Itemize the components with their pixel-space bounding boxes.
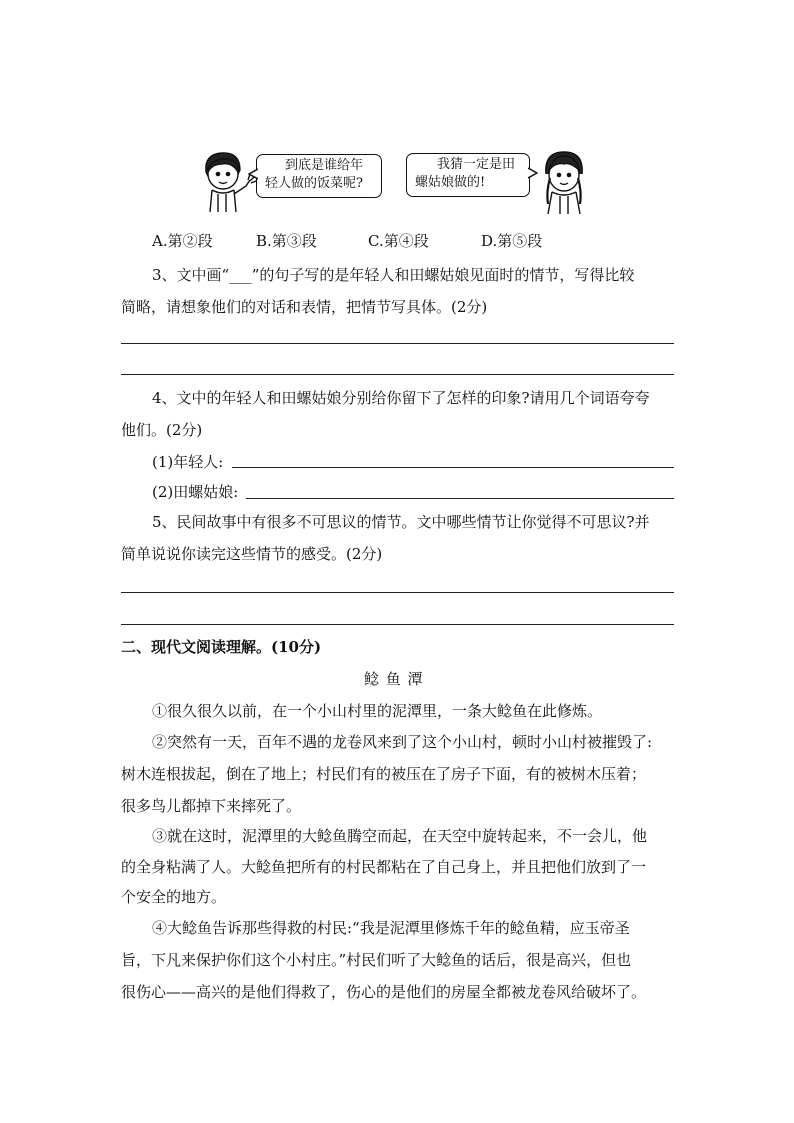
option-b: B.第③段 (256, 232, 317, 250)
boy-bubble-line-1: 到底是谁给年 (285, 158, 364, 173)
question-4-tianluo-label: (2)田螺姑娘: (152, 483, 239, 501)
boy-bubble-line-2: 轻人做的饭菜呢? (265, 176, 363, 191)
passage-title: 鲶 鱼 潭 (364, 670, 424, 688)
question-5-line-2: 简单说说你读完这些情节的感受。(2分) (121, 545, 383, 563)
answer-line-q3-2[interactable] (121, 374, 674, 375)
question-5-line-1: 5、民间故事中有很多不可思议的情节。文中哪些情节让你觉得不可思议?并 (152, 513, 650, 531)
paragraph-4-line-3: 很伤心——高兴的是他们得救了，伤心的是他们的房屋全都被龙卷风给破坏了。 (121, 983, 647, 1001)
paragraph-2-line-3: 很多鸟儿都掉下来摔死了。 (121, 797, 302, 815)
girl-bubble-line-2: 螺姑娘做的! (415, 175, 486, 190)
question-3-line-2: 简略，请想象他们的对话和表情，把情节写具体。(2分) (121, 298, 488, 316)
boy-bubble-tail (248, 168, 258, 180)
question-4-line-2: 他们。(2分) (121, 421, 203, 439)
question-3-line-1: 3、文中画“___”的句子写的是年轻人和田螺姑娘见面时的情节，写得比较 (152, 266, 635, 284)
answer-line-young-man[interactable] (232, 467, 674, 468)
option-c: C.第④段 (368, 232, 429, 250)
paragraph-2-line-1: ②突然有一天，百年不遇的龙卷风来到了这个小山村，顿时小山村被摧毁了: (152, 733, 653, 751)
paragraph-3-line-3: 个安全的地方。 (121, 888, 227, 906)
answer-line-tianluo[interactable] (246, 498, 674, 499)
paragraph-1: ①很久很久以前，在一个小山村里的泥潭里，一条大鲶鱼在此修炼。 (152, 702, 603, 720)
answer-line-q5-2[interactable] (121, 624, 674, 625)
section-2-heading: 二、现代文阅读理解。(10分) (121, 638, 322, 656)
paragraph-4-line-2: 旨，下凡来保护你们这个小村庄。”村民们听了大鲶鱼的话后，很是高兴，但也 (121, 951, 632, 969)
question-4-young-man-label: (1)年轻人: (152, 453, 224, 471)
option-a: A.第②段 (152, 232, 213, 250)
answer-line-q5-1[interactable] (121, 592, 674, 593)
answer-line-q3-1[interactable] (121, 343, 674, 344)
paragraph-3-line-2: 的全身粘满了人。大鲶鱼把所有的村民都粘在了自己身上，并且把他们放到了一 (121, 858, 647, 876)
paragraph-4-line-1: ④大鲶鱼告诉那些得救的村民:“我是泥潭里修炼千年的鲶鱼精，应玉帝圣 (152, 919, 630, 937)
boy-speech-bubble (256, 154, 382, 198)
boy-illustration (196, 150, 258, 214)
question-4-line-1: 4、文中的年轻人和田螺姑娘分别给你留下了怎样的印象?请用几个词语夸夸 (152, 389, 650, 407)
girl-speech-bubble (406, 153, 530, 197)
paragraph-3-line-1: ③就在这时，泥潭里的大鲶鱼腾空而起，在天空中旋转起来，不一会儿，他 (152, 827, 648, 845)
paragraph-2-line-2: 树木连根拔起，倒在了地上；村民们有的被压在了房子下面，有的被树木压着； (121, 765, 647, 783)
option-d: D.第⑤段 (481, 232, 543, 250)
girl-bubble-line-1: 我猜一定是田 (437, 157, 516, 172)
girl-illustration (534, 148, 594, 216)
